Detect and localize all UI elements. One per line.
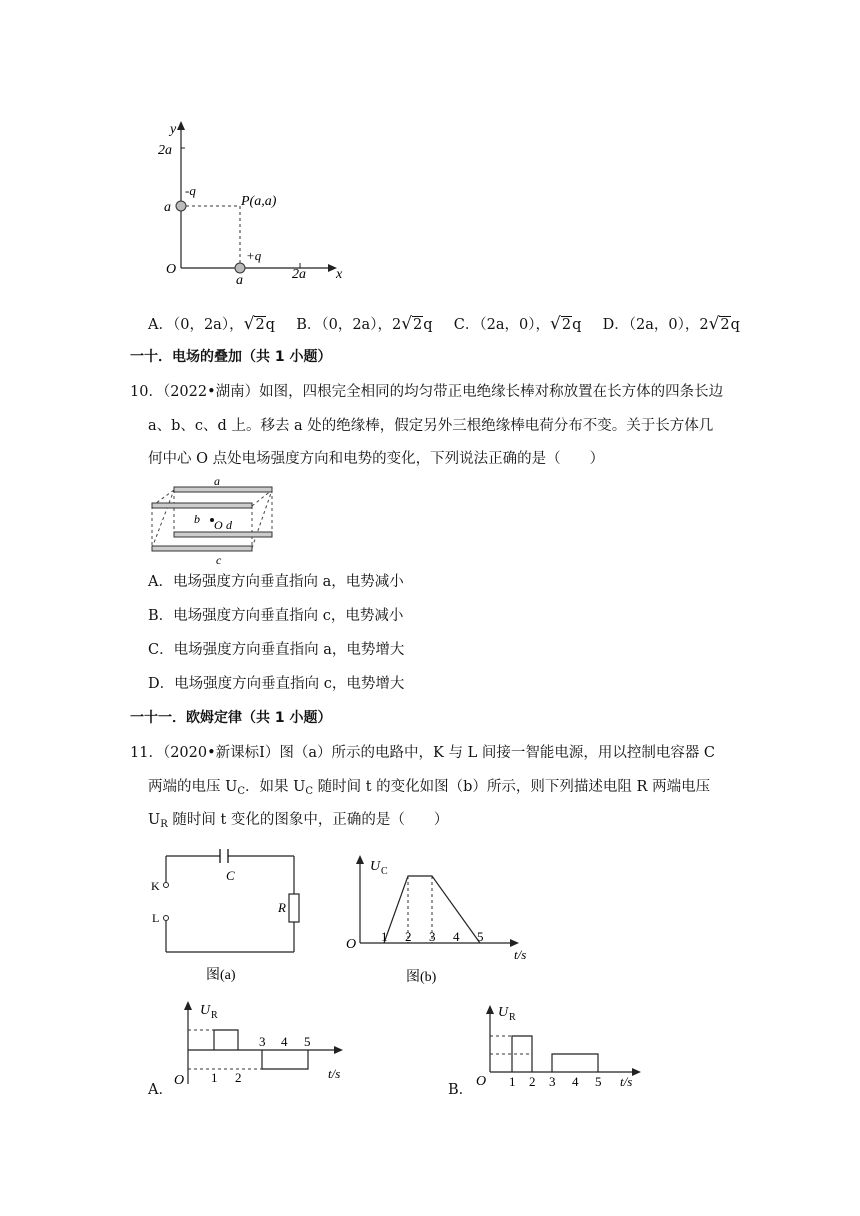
svg-text:U: U (200, 1003, 211, 1018)
q11-stem-line3: $U_R$ 随时间 t 变化的图象中，正确的是（ ） (148, 812, 449, 830)
x-axis-label: x (336, 267, 343, 282)
option-a[interactable]: A．（0，2a），√2q (148, 314, 275, 334)
section-heading-11: 一十一．欧姆定律（共 1 小题） (130, 710, 332, 726)
circuit-figure-a (146, 846, 306, 988)
charge-coordinate-figure (150, 118, 370, 288)
label-d: d (226, 518, 232, 532)
label-k: K (151, 879, 160, 893)
svg-text:3: 3 (259, 1034, 266, 1049)
q9-options (148, 314, 740, 335)
q11-option-b-letter[interactable]: B． (448, 1082, 474, 1098)
tick-label-a-x: a (236, 273, 243, 288)
option-b[interactable]: B．（0，2a），2√2q (296, 314, 433, 334)
label-r: R (278, 900, 286, 915)
svg-text:t/s: t/s (620, 1074, 633, 1089)
rod-a (174, 487, 272, 492)
svg-text:O: O (174, 1073, 185, 1088)
uc-tick-1: 1 (381, 929, 388, 944)
terminal-l (164, 916, 169, 921)
q10-stem-line2: a、b、c、d 上。移去 a 处的绝缘棒，假定另外三根绝缘棒电荷分布不变。关于长方体几 (148, 418, 714, 434)
terminal-k (164, 883, 169, 888)
uc-tick-5: 5 (477, 929, 484, 944)
q10-stem-line1: 10．（2022•湖南）如图，四根完全相同的均匀带正电绝缘长棒对称放置在长方体的四条长边 (130, 384, 724, 400)
point-p-label: P(a,a) (241, 194, 277, 209)
q10-option-a[interactable]: A．电场强度方向垂直指向 a，电势减小 (148, 574, 404, 590)
q11-option-a-graph[interactable] (168, 994, 358, 1094)
origin-label: O (166, 262, 177, 277)
uc-x-label: t/s (514, 947, 527, 962)
tick-label-2a-y: 2a (158, 143, 172, 158)
svg-text:O: O (476, 1074, 487, 1089)
q10-stem-line3: 何中心 O 点处电场强度方向和电势的变化，下列说法正确的是（ ） (148, 451, 605, 467)
q11-stem-line1: 11．（2020•新课标Ⅰ）图（a）所示的电路中，K 与 L 间接一智能电源，用以控制电容器 C (130, 745, 716, 761)
svg-text:3: 3 (549, 1074, 556, 1089)
q10-option-c[interactable]: C．电场强度方向垂直指向 a，电势增大 (148, 642, 405, 658)
y-axis-arrow (177, 121, 185, 130)
svg-text:2: 2 (529, 1074, 536, 1089)
option-c[interactable]: C．（2a，0），√2q (453, 314, 582, 334)
q11-option-a-letter[interactable]: A． (148, 1082, 173, 1098)
uc-y-label: U (370, 859, 381, 874)
uc-y-label-sub: C (381, 866, 388, 877)
uc-tick-2: 2 (405, 929, 412, 944)
q11-option-b-graph[interactable] (470, 1000, 660, 1094)
rod-d (174, 532, 272, 537)
label-c: C (226, 868, 235, 883)
svg-text:U: U (498, 1005, 509, 1020)
figure-b-caption: 图(b) (406, 970, 437, 985)
uc-tick-3: 3 (429, 929, 436, 944)
tick-label-a-y: a (164, 200, 171, 215)
svg-text:5: 5 (595, 1074, 602, 1089)
svg-text:t/s: t/s (328, 1066, 341, 1081)
svg-text:R: R (509, 1012, 516, 1023)
figure-a-caption: 图(a) (206, 968, 236, 983)
negative-charge-label: -q (185, 183, 196, 198)
section-heading-10: 一十．电场的叠加（共 1 小题） (130, 349, 332, 365)
rod-c (152, 546, 252, 551)
uc-graph-figure-b (338, 848, 538, 990)
q10-option-d[interactable]: D．电场强度方向垂直指向 c，电势增大 (148, 676, 405, 692)
svg-text:1: 1 (509, 1074, 516, 1089)
uc-tick-4: 4 (453, 929, 460, 944)
label-l: L (152, 911, 160, 925)
q10-option-b[interactable]: B．电场强度方向垂直指向 c，电势减小 (148, 608, 404, 624)
q11-stem-line2: 两端的电压 $U_C$．如果 $U_C$ 随时间 t 的变化如图（b）所示，则下列描述电阻 R 两端电压 (148, 779, 711, 797)
positive-charge-label: +q (246, 248, 262, 263)
positive-charge-ball (235, 263, 245, 273)
rod-b (152, 503, 252, 508)
label-o: O (214, 518, 223, 532)
svg-text:4: 4 (572, 1074, 579, 1089)
label-c: c (216, 553, 222, 567)
label-b: b (194, 512, 200, 526)
resistor-r (289, 894, 299, 922)
svg-text:2: 2 (235, 1070, 242, 1085)
svg-text:1: 1 (211, 1070, 218, 1085)
label-a: a (214, 476, 220, 488)
svg-text:R: R (211, 1010, 218, 1021)
option-d[interactable]: D．（2a，0），2√2q (602, 314, 740, 334)
svg-text:4: 4 (281, 1034, 288, 1049)
svg-text:5: 5 (304, 1034, 311, 1049)
tick-label-2a-x: 2a (292, 267, 306, 282)
negative-charge-ball (176, 201, 186, 211)
uc-origin: O (346, 937, 357, 952)
y-axis-label: y (170, 122, 177, 137)
cuboid-rods-figure (144, 476, 284, 568)
